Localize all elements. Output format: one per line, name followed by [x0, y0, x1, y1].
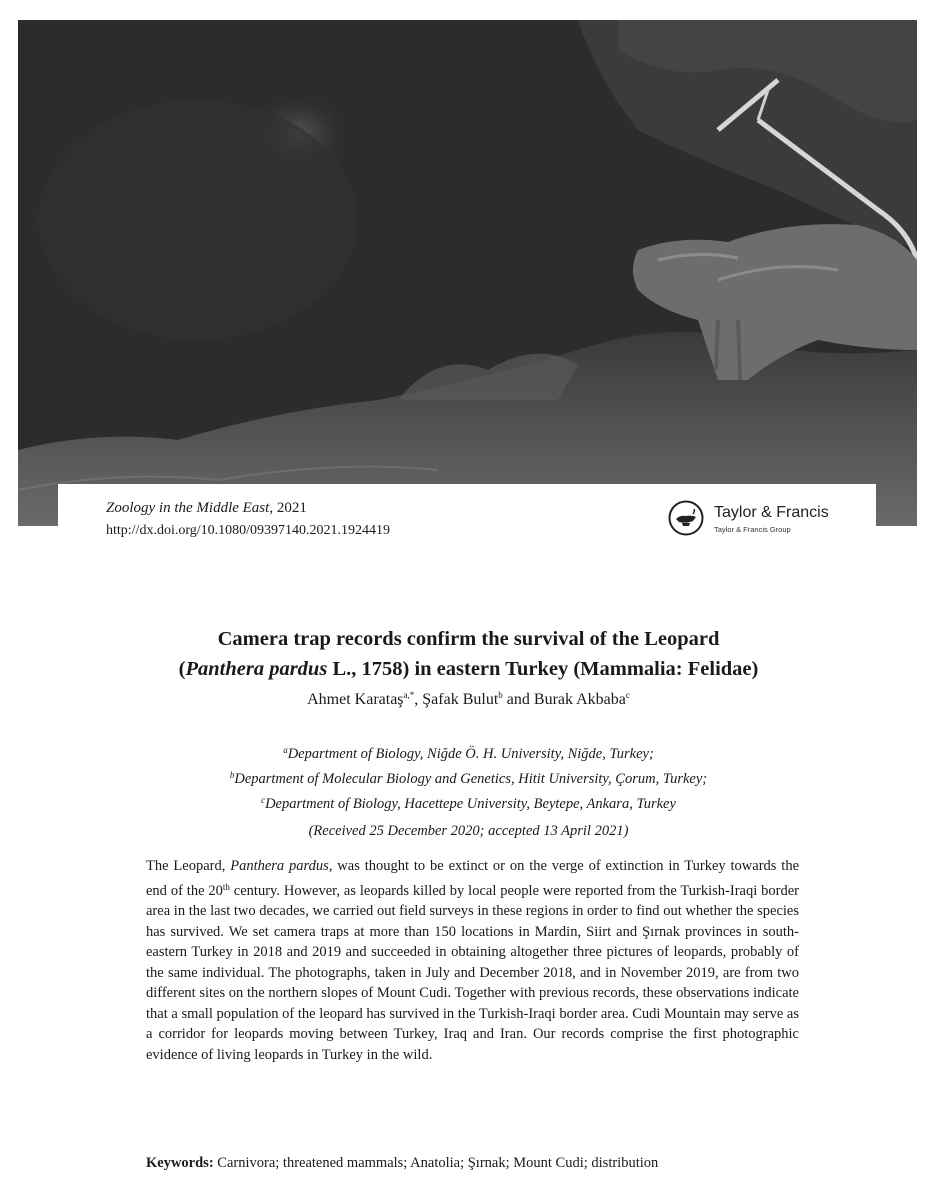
author-1: Ahmet Karataş [307, 691, 404, 708]
abstract-species: Panthera pardus [230, 858, 329, 874]
abstract: The Leopard, Panthera pardus, was thought to be extinct or on the verge of extinction in Turkey towards the end of the 20th century. However, as leopards killed by local people were reported from the Turkish-Iraqi border area in the last two decades, we carried out field surveys in these regions in order to find out whether the species has survived. We set camera traps at more than 150 locations in Mardin, Siirt and Şırnak provinces in south-eastern Turkey in 2018 and 2019 and succeeded in obtaining altogether three pictures of leopards, probably of the same individual. The photographs, taken in July and December 2018, and in November 2019, are from two different sites on the northern slopes of Mount Cudi. Together with previous records, these observations indicate that a small population of the leopard has survived in the Turkish-Iraqi border area. Cudi Mountain may serve as a corridor for leopards moving between Turkey, Iraq and Iran. Our records comprise the first photographic evidence of living leopards in Turkey in the wild. [146, 858, 800, 1063]
journal-name: Zoology in the Middle East, 2021 [106, 500, 307, 516]
affiliation-c: $^c$Department of Biology, Hacettepe University, Beytepe, Ankara, Turkey [261, 795, 676, 812]
keywords [146, 1153, 799, 1174]
journal-header [58, 484, 876, 546]
publisher-name: Taylor & Francis [714, 504, 829, 521]
doi-link[interactable]: http://dx.doi.org/10.1080/09397140.2021.1924419 [106, 523, 391, 538]
publisher-group: Taylor & Francis Group [714, 525, 791, 534]
publisher-logo [668, 500, 868, 540]
author-2: Şafak Bulut [422, 691, 499, 708]
lamp-logo-icon [668, 500, 704, 536]
keywords-label: Keywords: [146, 1155, 214, 1171]
leopard-night-photo [18, 20, 917, 526]
keywords-text: Carnivora; threatened mammals; Anatolia; Şırnak; Mount Cudi; distribution [213, 1155, 659, 1171]
camera-trap-photo [18, 20, 917, 526]
author-list: Ahmet Karataş$^{a,*}$, Şafak Bulut$^b$ and Burak Akbaba$^c$ [307, 690, 630, 708]
affiliations [60, 740, 877, 815]
title-species: Panthera pardus [185, 658, 328, 680]
title-line-2: (Panthera pardus L., 1758) in eastern Turkey (Mammalia: Felidae) [178, 658, 759, 680]
affiliation-b: $^b$Department of Molecular Biology and Genetics, Hitit University, Çorum, Turkey; [229, 770, 708, 787]
journal-year: , 2021 [269, 500, 307, 516]
received-dates: (Received 25 December 2020; accepted 13 April 2021) [308, 823, 629, 839]
affiliation-a: $^a$Department of Biology, Niğde Ö. H. University, Niğde, Turkey; [283, 745, 654, 762]
author-3: Burak Akbaba [533, 691, 626, 708]
article-title [60, 624, 877, 684]
title-line-1: Camera trap records confirm the survival of the Leopard [217, 628, 720, 650]
